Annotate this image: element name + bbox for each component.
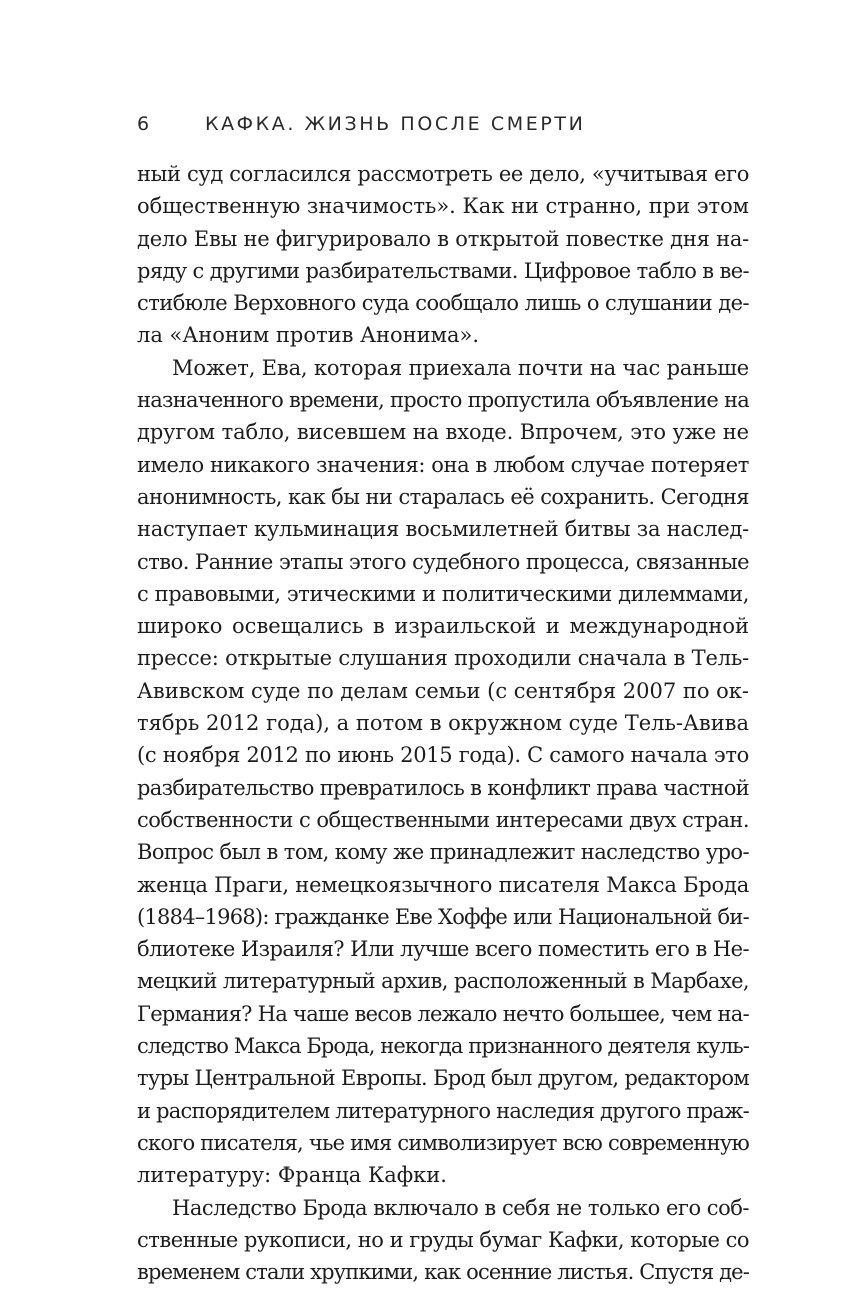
text-line: тябрь 2012 года), а потом в окружном суде Тель-Авива <box>137 711 749 736</box>
text-line: Вопрос был в том, кому же принадлежит наследство уро- <box>137 840 749 865</box>
paragraph-3 <box>137 1192 749 1289</box>
text-line: разбирательство превратилось в конфликт права частной <box>137 775 749 800</box>
text-line: Наследство Брода включало в себя не только его соб- <box>172 1195 749 1220</box>
text-line: ского писателя, чье имя символизирует всю современную <box>137 1130 749 1155</box>
text-line: туры Центральной Европы. Брод был другом, редактором <box>137 1066 749 1091</box>
body-text <box>137 158 749 1288</box>
text-line: прессе: открытые слушания проходили сначала в Тель- <box>137 646 749 671</box>
text-line: Может, Ева, которая приехала почти на час раньше <box>172 355 749 380</box>
text-line: и распорядителем литературного наследия другого праж- <box>137 1098 749 1123</box>
text-line: стибюле Верховного суда сообщало лишь о слушании де- <box>137 291 749 316</box>
text-line: Германия? На чаше весов лежало нечто большее, чем на- <box>137 1001 749 1026</box>
text-line: ство. Ранние этапы этого судебного процесса, связанные <box>137 549 749 574</box>
page-number: 6 <box>137 113 150 135</box>
text-line: с правовыми, этическими и политическими дилеммами, <box>137 581 749 606</box>
paragraph-2 <box>137 352 749 1192</box>
text-line: ный суд согласился рассмотреть ее дело, «учитывая его <box>137 162 749 186</box>
text-line: анонимность, как бы ни старалась её сохранить. Сегодня <box>137 484 749 509</box>
text-line: ла «Аноним против Анонима». <box>137 323 480 348</box>
text-line: ряду с другими разбирательствами. Цифровое табло в ве- <box>137 258 749 283</box>
text-line: другом табло, висевшем на входе. Впрочем, это уже не <box>137 420 749 445</box>
text-line: собственности с общественными интересами двух стран. <box>137 807 749 832</box>
text-line: блиотеке Израиля? Или лучше всего поместить его в Не- <box>137 937 749 962</box>
text-line: широко освещались в израильской и международной <box>137 614 749 639</box>
text-line: мецкий литературный архив, расположенный в Марбахе, <box>137 969 749 994</box>
text-line: общественную значимость». Как ни странно, при этом <box>137 194 749 219</box>
text-line: (с ноября 2012 по июнь 2015 года). С самого начала это <box>137 743 749 768</box>
text-line: временем стали хрупкими, как осенние листья. Спустя де- <box>137 1260 749 1285</box>
text-line: литературу: Франца Кафки. <box>137 1163 447 1188</box>
text-line: дело Евы не фигурировало в открытой повестке дня на- <box>137 226 749 251</box>
text-line: имело никакого значения: она в любом случае потеряет <box>137 452 749 477</box>
text-line: наступает кульминация восьмилетней битвы за наслед- <box>137 517 749 542</box>
running-title: КАФКА. ЖИЗНЬ ПОСЛЕ СМЕРТИ <box>205 113 586 135</box>
text-line: следство Макса Брода, некогда признанного деятеля куль- <box>137 1034 749 1059</box>
text-line: Авивском суде по делам семьи (с сентября 2007 по ок- <box>137 678 749 703</box>
text-line: (1884–1968): гражданке Еве Хоффе или Национальной би- <box>137 904 749 929</box>
text-line: ственные рукописи, но и груды бумаг Кафки, которые со <box>137 1227 749 1252</box>
text-line: женца Праги, немецкоязычного писателя Макса Брода <box>137 872 749 897</box>
paragraph-1 <box>137 158 749 352</box>
running-head <box>137 110 750 138</box>
text-line: назначенного времени, просто пропустила объявление на <box>137 388 749 413</box>
